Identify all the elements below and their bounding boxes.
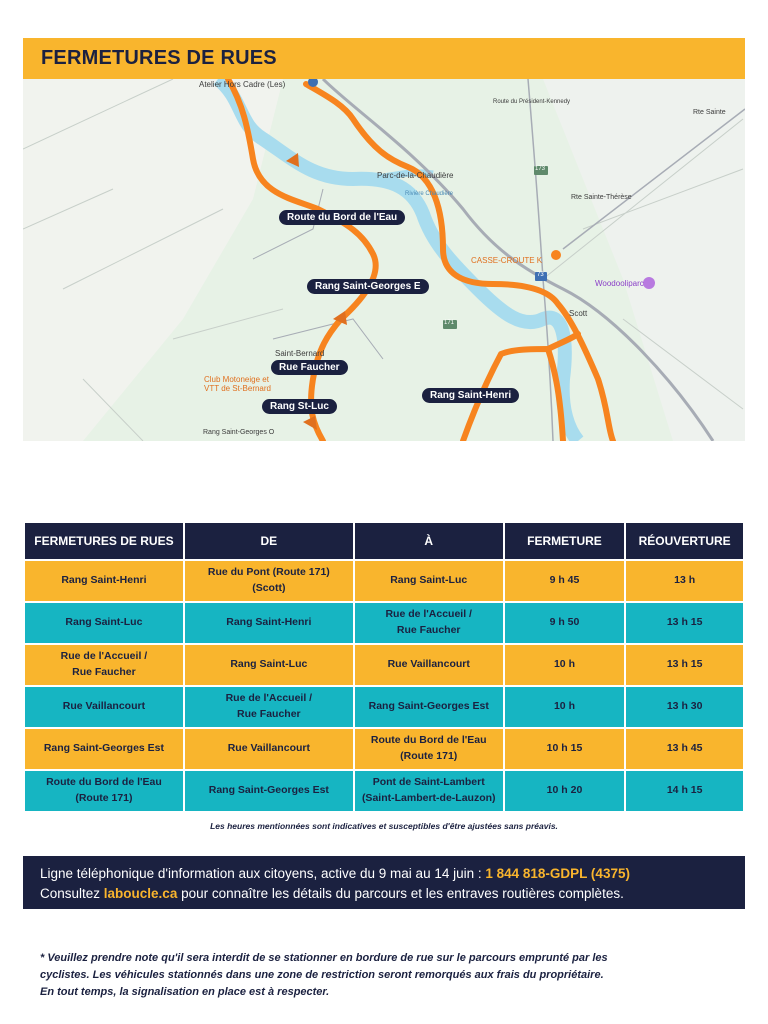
road-label-faucher: Rue Faucher (271, 360, 348, 375)
cell-street: Rang Saint-Georges Est (25, 729, 183, 769)
cell-reopening: 14 h 15 (626, 771, 743, 811)
info-line-1: Ligne téléphonique d'information aux citoyens, active du 9 mai au 14 juin : 1 844 818-GDPL (4375) (40, 866, 630, 881)
parking-disclaimer: * Veuillez prendre note qu'il sera interdit de se stationner en bordure de rue sur le parcours emprunté par les cyclistes. Les véhicules stationnés dans une zone de restriction seront remorqués aux frais du propriétaire. En tout temps, la signalisation en place est à respecter. (40, 952, 608, 998)
road-label-st-luc: Rang St-Luc (262, 399, 337, 414)
website-link[interactable]: laboucle.ca (103, 886, 178, 901)
map-label-casse-croute: CASSE-CROUTE K (471, 256, 543, 265)
table-row (25, 687, 743, 727)
road-label-bord-eau: Route du Bord de l'Eau (279, 210, 405, 225)
cell-reopening: 13 h 30 (626, 687, 743, 727)
map-label-rte-therese: Rte Sainte-Thérèse (571, 194, 632, 201)
cell-to: Rue Vaillancourt (355, 645, 503, 685)
phone-number[interactable]: 1 844 818-GDPL (4375) (485, 866, 630, 881)
map-label-scott: Scott (569, 309, 588, 318)
map-label-woodooliparc: Woodooliparc (595, 279, 644, 288)
cell-reopening: 13 h 15 (626, 645, 743, 685)
route-171-shield: 171 (444, 320, 455, 326)
cell-from: Rue Vaillancourt (185, 729, 353, 769)
map-label-club-line1: Club Motoneige et (204, 375, 269, 384)
closures-table (23, 521, 745, 813)
cell-closing: 10 h (505, 687, 625, 727)
table-row (25, 561, 743, 601)
map-label-chaudiere: Rivière Chaudière (405, 191, 454, 197)
map-label-parc: Parc-de-la-Chaudière (377, 171, 454, 180)
info-line-2: Consultez laboucle.ca pour connaître les détails du parcours et les entraves routières complètes. (40, 886, 624, 901)
map-canvas (23, 79, 745, 441)
table-row (25, 603, 743, 643)
route-map[interactable] (23, 79, 745, 441)
header-closing: FERMETURE (505, 523, 625, 559)
map-label-kennedy: Route du Président-Kennedy (493, 99, 571, 105)
cell-to: Route du Bord de l'Eau (Route 171) (355, 729, 503, 769)
road-label-st-henri: Rang Saint-Henri (422, 388, 519, 403)
map-label-saint-bernard: Saint-Bernard (275, 349, 325, 358)
title-bar (23, 38, 745, 79)
cell-from: Rang Saint-Georges Est (185, 771, 353, 811)
page-title: FERMETURES DE RUES (41, 47, 277, 69)
cell-closing: 10 h (505, 645, 625, 685)
cell-closing: 10 h 15 (505, 729, 625, 769)
cell-from: Rang Saint-Henri (185, 603, 353, 643)
header-to: À (355, 523, 503, 559)
cell-from: Rue du Pont (Route 171) (Scott) (185, 561, 353, 601)
hours-note: Les heures mentionnées sont indicatives et susceptibles d'être ajustées sans préavis. (210, 821, 558, 831)
cell-reopening: 13 h 15 (626, 603, 743, 643)
table-row (25, 645, 743, 685)
cell-to: Rang Saint-Luc (355, 561, 503, 601)
cell-street: Rue de l'Accueil / Rue Faucher (25, 645, 183, 685)
info-banner (23, 856, 745, 909)
map-label-club-line2: VTT de St-Bernard (204, 384, 271, 393)
map-label-georges-o: Rang Saint-Georges O (203, 429, 275, 436)
cell-street: Rue Vaillancourt (25, 687, 183, 727)
table-header-row (25, 523, 743, 559)
route-73-shield: 73 (537, 272, 544, 278)
road-label-st-georges: Rang Saint-Georges E (307, 279, 429, 294)
cell-to: Rang Saint-Georges Est (355, 687, 503, 727)
cell-street: Route du Bord de l'Eau (Route 171) (25, 771, 183, 811)
cell-to: Pont de Saint-Lambert (Saint-Lambert-de-Lauzon) (355, 771, 503, 811)
cell-street: Rang Saint-Luc (25, 603, 183, 643)
cell-closing: 9 h 45 (505, 561, 625, 601)
cell-closing: 9 h 50 (505, 603, 625, 643)
header-streets: FERMETURES DE RUES (25, 523, 183, 559)
cell-reopening: 13 h 45 (626, 729, 743, 769)
cell-from: Rang Saint-Luc (185, 645, 353, 685)
table-row (25, 771, 743, 811)
cell-to: Rue de l'Accueil / Rue Faucher (355, 603, 503, 643)
cell-reopening: 13 h (626, 561, 743, 601)
route-173-shield: 173 (535, 166, 546, 172)
table-row (25, 729, 743, 769)
map-label-rte-sainte: Rte Sainte (693, 109, 726, 116)
cell-street: Rang Saint-Henri (25, 561, 183, 601)
header-from: DE (185, 523, 353, 559)
cell-from: Rue de l'Accueil / Rue Faucher (185, 687, 353, 727)
header-reopening: RÉOUVERTURE (626, 523, 743, 559)
map-label-atelier: Atelier Hors Cadre (Les) (199, 80, 286, 89)
cell-closing: 10 h 20 (505, 771, 625, 811)
